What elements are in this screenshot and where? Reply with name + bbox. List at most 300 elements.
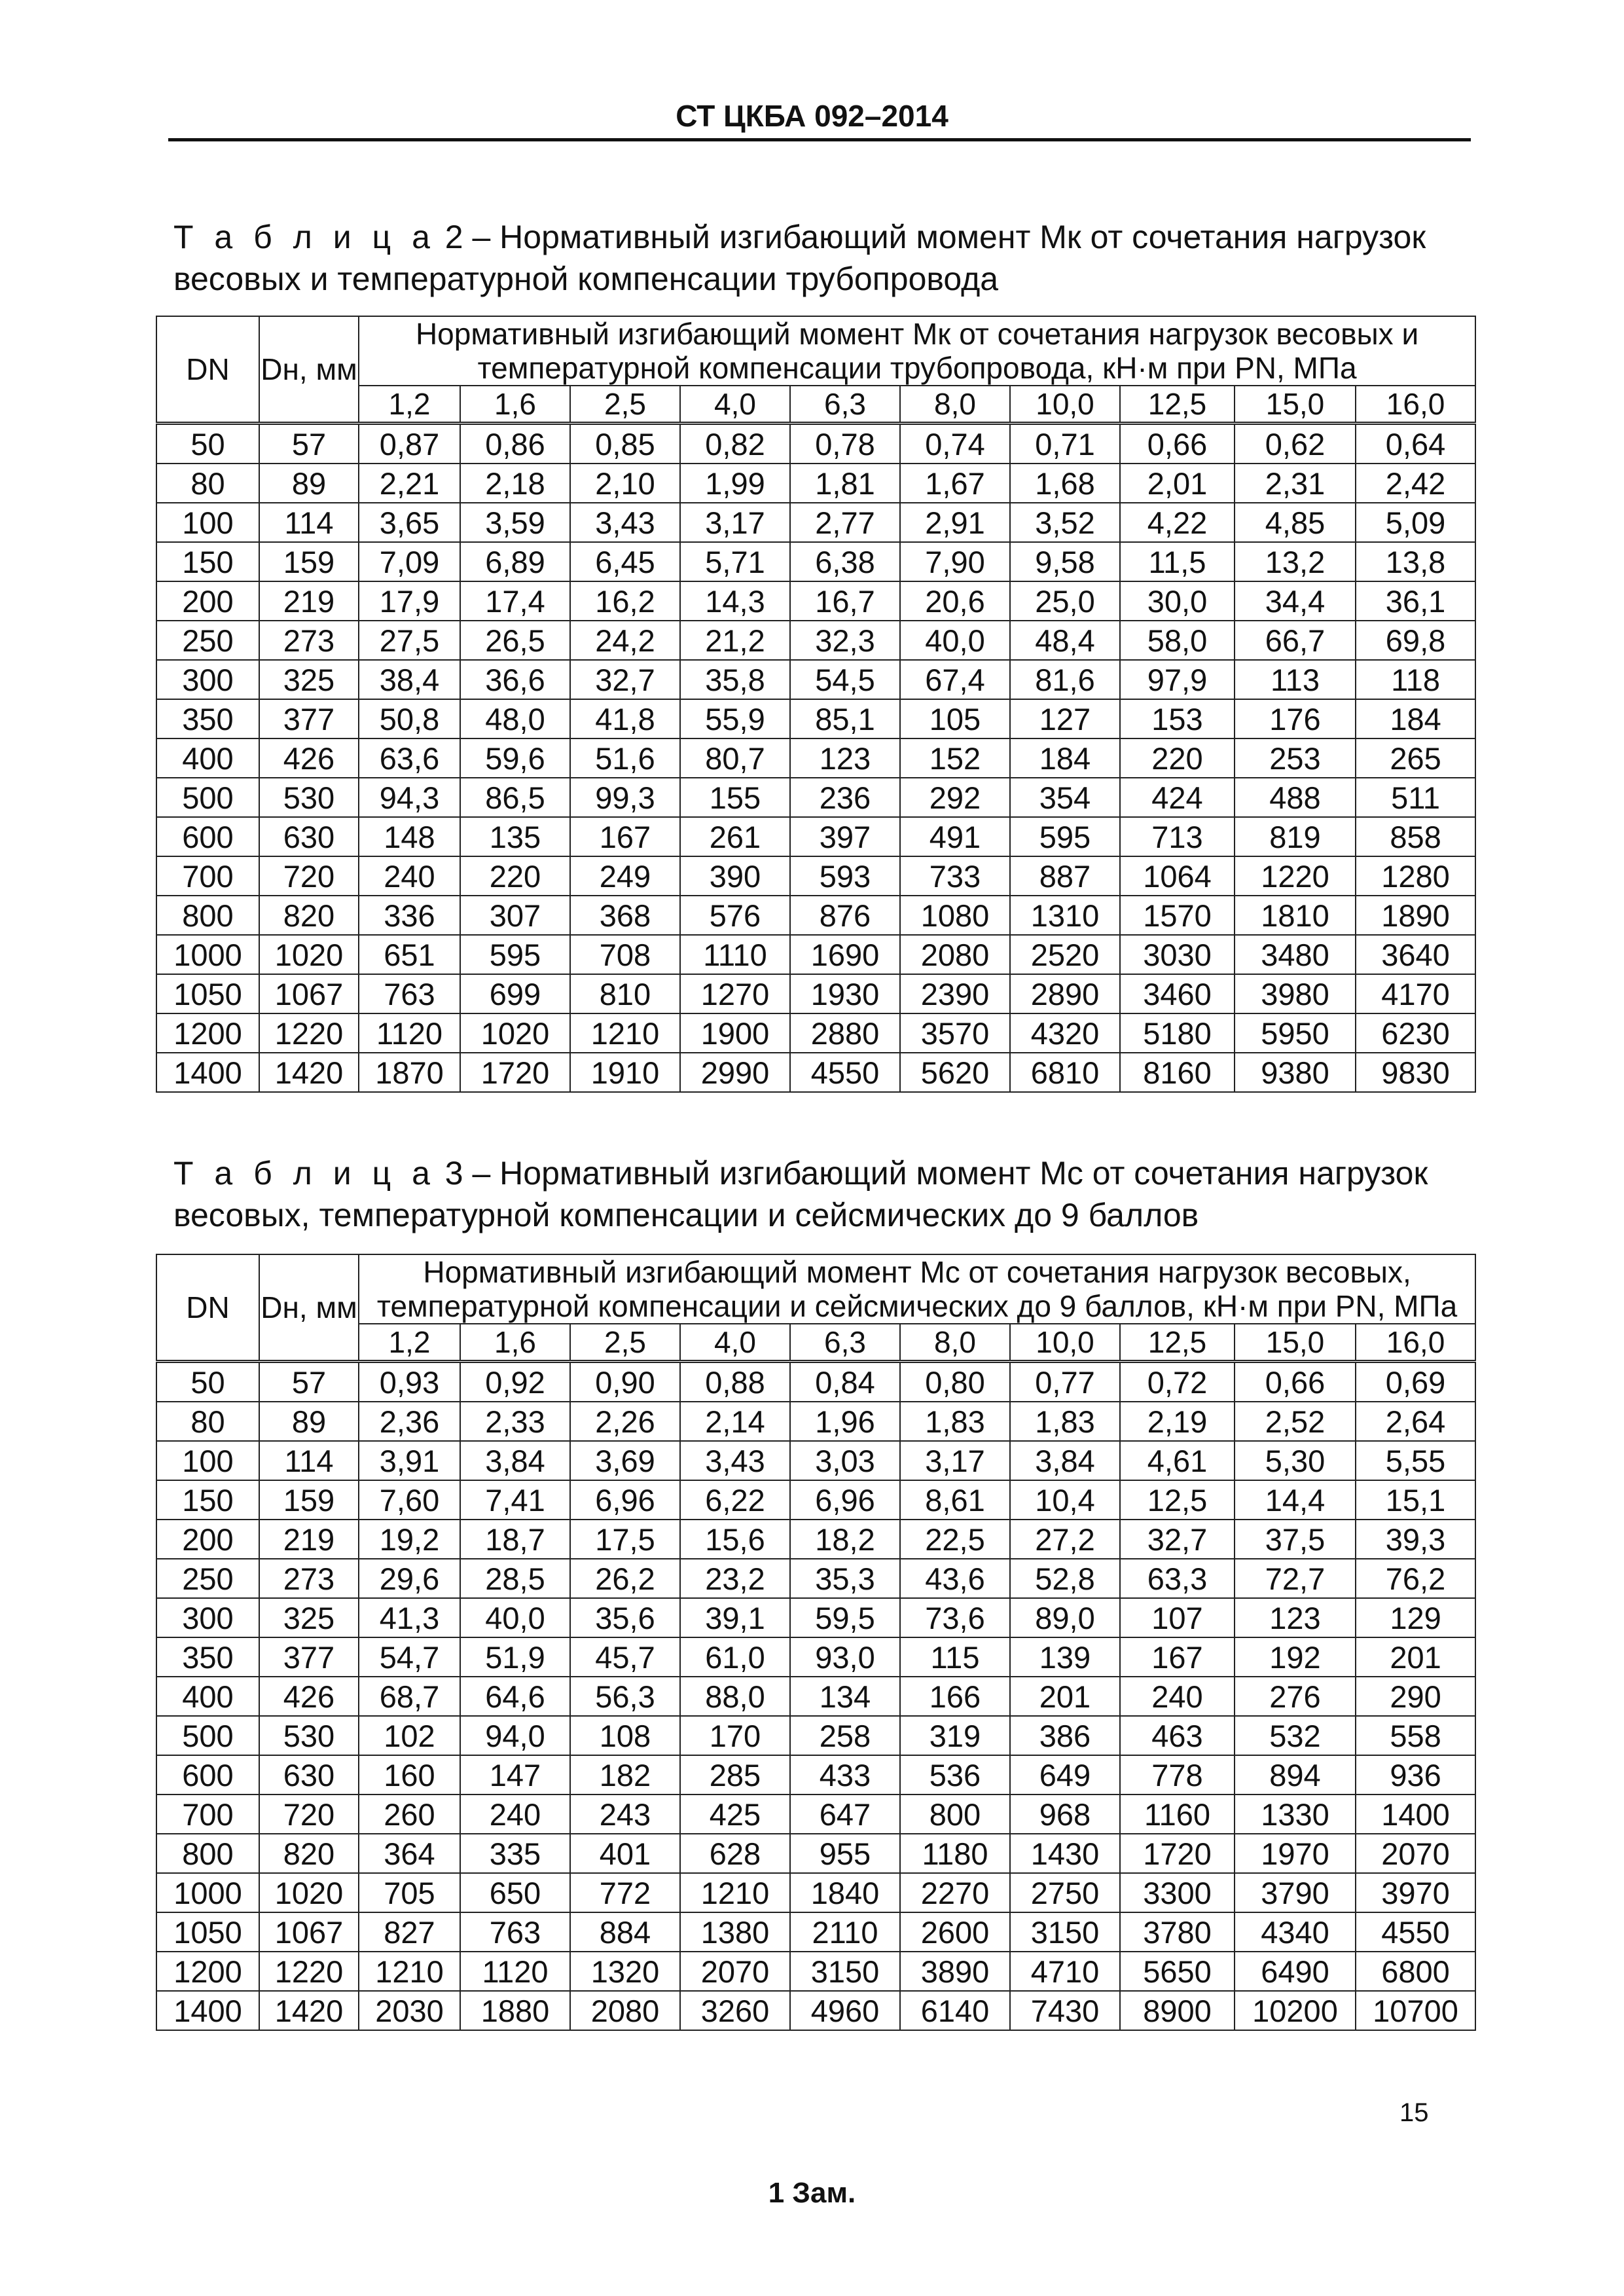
moment-cell: 7,09 — [359, 542, 460, 581]
moment-cell: 8900 — [1120, 1991, 1235, 2030]
moment-cell: 48,0 — [460, 699, 570, 738]
moment-cell: 85,1 — [790, 699, 900, 738]
moment-cell: 14,4 — [1235, 1480, 1356, 1520]
moment-cell: 5,30 — [1235, 1441, 1356, 1480]
moment-cell: 3570 — [900, 1013, 1010, 1053]
moment-cell: 3890 — [900, 1952, 1010, 1991]
moment-cell: 936 — [1356, 1755, 1475, 1795]
moment-cell: 336 — [359, 896, 460, 935]
moment-cell: 819 — [1235, 817, 1356, 856]
table3-group-header: Нормативный изгибающий момент Mс от сочетания нагрузок весовых, температурной компенсации и сейсмических до 9 баллов, кН·м при PN, МПа — [359, 1254, 1475, 1324]
pn-header-cell: 16,0 — [1356, 1324, 1475, 1362]
moment-cell: 94,3 — [359, 778, 460, 817]
moment-cell: 488 — [1235, 778, 1356, 817]
pn-header-cell: 1,6 — [460, 386, 570, 424]
moment-cell: 576 — [680, 896, 790, 935]
moment-cell: 86,5 — [460, 778, 570, 817]
table-row — [156, 1013, 1475, 1053]
moment-cell: 3150 — [1010, 1912, 1120, 1952]
moment-cell: 2880 — [790, 1013, 900, 1053]
moment-cell: 17,4 — [460, 581, 570, 621]
moment-cell: 41,3 — [359, 1598, 460, 1637]
moment-cell: 2750 — [1010, 1873, 1120, 1912]
dh-cell: 630 — [259, 1755, 359, 1795]
moment-cell: 1840 — [790, 1873, 900, 1912]
moment-cell: 36,6 — [460, 660, 570, 699]
moment-cell: 63,3 — [1120, 1559, 1235, 1598]
moment-cell: 1810 — [1235, 896, 1356, 935]
moment-cell: 532 — [1235, 1716, 1356, 1755]
pn-header-cell: 16,0 — [1356, 386, 1475, 424]
moment-cell: 201 — [1356, 1637, 1475, 1677]
dn-cell: 1050 — [156, 974, 259, 1013]
table2-caption-label: Т а б л и ц а — [173, 219, 436, 255]
moment-cell: 463 — [1120, 1716, 1235, 1755]
dn-cell: 100 — [156, 1441, 259, 1480]
dn-cell: 150 — [156, 542, 259, 581]
moment-cell: 27,5 — [359, 621, 460, 660]
moment-cell: 1930 — [790, 974, 900, 1013]
moment-cell: 1,83 — [900, 1402, 1010, 1441]
moment-cell: 10200 — [1235, 1991, 1356, 2030]
moment-cell: 2390 — [900, 974, 1010, 1013]
moment-cell: 3,43 — [680, 1441, 790, 1480]
moment-cell: 772 — [570, 1873, 680, 1912]
dh-cell: 325 — [259, 660, 359, 699]
table-row — [156, 974, 1475, 1013]
moment-cell: 17,5 — [570, 1520, 680, 1559]
dn-cell: 500 — [156, 778, 259, 817]
moment-cell: 97,9 — [1120, 660, 1235, 699]
pn-header-cell: 1,2 — [359, 1324, 460, 1362]
dn-cell: 700 — [156, 1795, 259, 1834]
pn-header-cell: 1,6 — [460, 1324, 570, 1362]
moment-cell: 4,85 — [1235, 503, 1356, 542]
dh-cell: 377 — [259, 699, 359, 738]
moment-cell: 705 — [359, 1873, 460, 1912]
moment-cell: 66,7 — [1235, 621, 1356, 660]
moment-cell: 21,2 — [680, 621, 790, 660]
moment-cell: 166 — [900, 1677, 1010, 1716]
moment-cell: 285 — [680, 1755, 790, 1795]
moment-cell: 2,36 — [359, 1402, 460, 1441]
moment-cell: 236 — [790, 778, 900, 817]
moment-cell: 3,59 — [460, 503, 570, 542]
moment-cell: 184 — [1356, 699, 1475, 738]
moment-cell: 153 — [1120, 699, 1235, 738]
moment-cell: 1020 — [460, 1013, 570, 1053]
moment-cell: 2,26 — [570, 1402, 680, 1441]
table-row — [156, 542, 1475, 581]
moment-cell: 4710 — [1010, 1952, 1120, 1991]
moment-cell: 10,4 — [1010, 1480, 1120, 1520]
moment-cell: 4340 — [1235, 1912, 1356, 1952]
moment-cell: 26,2 — [570, 1559, 680, 1598]
moment-cell: 5,55 — [1356, 1441, 1475, 1480]
moment-cell: 290 — [1356, 1677, 1475, 1716]
dh-cell: 1020 — [259, 1873, 359, 1912]
moment-cell: 20,6 — [900, 581, 1010, 621]
moment-cell: 2,10 — [570, 464, 680, 503]
header-rule — [168, 138, 1471, 141]
moment-cell: 35,3 — [790, 1559, 900, 1598]
moment-cell: 32,3 — [790, 621, 900, 660]
dh-cell: 820 — [259, 896, 359, 935]
moment-cell: 63,6 — [359, 738, 460, 778]
moment-cell: 2070 — [1356, 1834, 1475, 1873]
dn-cell: 1400 — [156, 1053, 259, 1092]
table-row — [156, 896, 1475, 935]
moment-cell: 68,7 — [359, 1677, 460, 1716]
moment-cell: 386 — [1010, 1716, 1120, 1755]
moment-cell: 3,17 — [900, 1441, 1010, 1480]
moment-cell: 0,66 — [1120, 424, 1235, 464]
moment-cell: 2,31 — [1235, 464, 1356, 503]
dh-cell: 426 — [259, 738, 359, 778]
moment-cell: 0,72 — [1120, 1362, 1235, 1402]
moment-cell: 3,43 — [570, 503, 680, 542]
moment-cell: 424 — [1120, 778, 1235, 817]
moment-cell: 8,61 — [900, 1480, 1010, 1520]
moment-cell: 115 — [900, 1637, 1010, 1677]
moment-cell: 1,83 — [1010, 1402, 1120, 1441]
moment-cell: 884 — [570, 1912, 680, 1952]
moment-cell: 3,65 — [359, 503, 460, 542]
dh-cell: 720 — [259, 1795, 359, 1834]
dn-cell: 400 — [156, 738, 259, 778]
table3-caption-label: Т а б л и ц а — [173, 1155, 436, 1192]
moment-cell: 243 — [570, 1795, 680, 1834]
moment-cell: 6,45 — [570, 542, 680, 581]
table-row — [156, 699, 1475, 738]
table-row — [156, 1559, 1475, 1598]
table-row — [156, 1912, 1475, 1952]
moment-cell: 113 — [1235, 660, 1356, 699]
moment-cell: 240 — [1120, 1677, 1235, 1716]
moment-cell: 64,6 — [460, 1677, 570, 1716]
moment-cell: 5620 — [900, 1053, 1010, 1092]
moment-cell: 593 — [790, 856, 900, 896]
pn-header-cell: 8,0 — [900, 386, 1010, 424]
moment-cell: 647 — [790, 1795, 900, 1834]
moment-cell: 1330 — [1235, 1795, 1356, 1834]
moment-cell: 1380 — [680, 1912, 790, 1952]
moment-cell: 249 — [570, 856, 680, 896]
moment-cell: 1270 — [680, 974, 790, 1013]
dh-cell: 426 — [259, 1677, 359, 1716]
moment-cell: 265 — [1356, 738, 1475, 778]
moment-cell: 4,22 — [1120, 503, 1235, 542]
moment-cell: 155 — [680, 778, 790, 817]
moment-cell: 93,0 — [790, 1637, 900, 1677]
moment-cell: 220 — [460, 856, 570, 896]
moment-cell: 129 — [1356, 1598, 1475, 1637]
moment-cell: 6,96 — [790, 1480, 900, 1520]
table3-col-dn: DN — [156, 1254, 259, 1362]
moment-cell: 2,01 — [1120, 464, 1235, 503]
moment-cell: 32,7 — [1120, 1520, 1235, 1559]
moment-cell: 778 — [1120, 1755, 1235, 1795]
pn-header-cell: 12,5 — [1120, 1324, 1235, 1362]
table-row — [156, 1053, 1475, 1092]
moment-cell: 0,90 — [570, 1362, 680, 1402]
moment-cell: 1220 — [1235, 856, 1356, 896]
moment-cell: 135 — [460, 817, 570, 856]
dn-cell: 300 — [156, 1598, 259, 1637]
moment-cell: 52,8 — [1010, 1559, 1120, 1598]
dh-cell: 630 — [259, 817, 359, 856]
moment-cell: 397 — [790, 817, 900, 856]
pn-header-cell: 4,0 — [680, 1324, 790, 1362]
moment-cell: 73,6 — [900, 1598, 1010, 1637]
moment-cell: 1280 — [1356, 856, 1475, 896]
table2 — [156, 316, 1476, 1093]
moment-cell: 261 — [680, 817, 790, 856]
moment-cell: 1570 — [1120, 896, 1235, 935]
moment-cell: 708 — [570, 935, 680, 974]
moment-cell: 0,82 — [680, 424, 790, 464]
dn-cell: 700 — [156, 856, 259, 896]
moment-cell: 876 — [790, 896, 900, 935]
moment-cell: 167 — [1120, 1637, 1235, 1677]
dh-cell: 1067 — [259, 974, 359, 1013]
moment-cell: 184 — [1010, 738, 1120, 778]
moment-cell: 800 — [900, 1795, 1010, 1834]
moment-cell: 2,33 — [460, 1402, 570, 1441]
moment-cell: 368 — [570, 896, 680, 935]
table-row — [156, 1834, 1475, 1873]
moment-cell: 123 — [1235, 1598, 1356, 1637]
moment-cell: 1690 — [790, 935, 900, 974]
moment-cell: 15,1 — [1356, 1480, 1475, 1520]
moment-cell: 887 — [1010, 856, 1120, 896]
moment-cell: 152 — [900, 738, 1010, 778]
moment-cell: 3150 — [790, 1952, 900, 1991]
table2-caption-text: 2 – Нормативный изгибающий момент Mк от сочетания нагрузок весовых и температурной компенсации трубопровода — [173, 219, 1426, 297]
moment-cell: 81,6 — [1010, 660, 1120, 699]
moment-cell: 17,9 — [359, 581, 460, 621]
table-row — [156, 621, 1475, 660]
dn-cell: 200 — [156, 1520, 259, 1559]
moment-cell: 6,38 — [790, 542, 900, 581]
moment-cell: 1210 — [570, 1013, 680, 1053]
moment-cell: 7430 — [1010, 1991, 1120, 2030]
moment-cell: 1080 — [900, 896, 1010, 935]
table-row — [156, 1480, 1475, 1520]
document-header: СТ ЦКБА 092–2014 — [676, 99, 948, 133]
moment-cell: 36,1 — [1356, 581, 1475, 621]
moment-cell: 9,58 — [1010, 542, 1120, 581]
moment-cell: 167 — [570, 817, 680, 856]
moment-cell: 25,0 — [1010, 581, 1120, 621]
moment-cell: 733 — [900, 856, 1010, 896]
moment-cell: 7,60 — [359, 1480, 460, 1520]
dh-cell: 89 — [259, 1402, 359, 1441]
table-row — [156, 1637, 1475, 1677]
moment-cell: 1180 — [900, 1834, 1010, 1873]
moment-cell: 0,62 — [1235, 424, 1356, 464]
moment-cell: 390 — [680, 856, 790, 896]
moment-cell: 0,69 — [1356, 1362, 1475, 1402]
moment-cell: 650 — [460, 1873, 570, 1912]
dn-cell: 400 — [156, 1677, 259, 1716]
moment-cell: 1720 — [1120, 1834, 1235, 1873]
moment-cell: 1320 — [570, 1952, 680, 1991]
moment-cell: 0,87 — [359, 424, 460, 464]
moment-cell: 69,8 — [1356, 621, 1475, 660]
moment-cell: 5650 — [1120, 1952, 1235, 1991]
moment-cell: 253 — [1235, 738, 1356, 778]
moment-cell: 713 — [1120, 817, 1235, 856]
moment-cell: 955 — [790, 1834, 900, 1873]
moment-cell: 425 — [680, 1795, 790, 1834]
moment-cell: 5,71 — [680, 542, 790, 581]
moment-cell: 35,6 — [570, 1598, 680, 1637]
moment-cell: 699 — [460, 974, 570, 1013]
dn-cell: 350 — [156, 699, 259, 738]
moment-cell: 40,0 — [900, 621, 1010, 660]
moment-cell: 56,3 — [570, 1677, 680, 1716]
moment-cell: 2,42 — [1356, 464, 1475, 503]
moment-cell: 0,84 — [790, 1362, 900, 1402]
moment-cell: 50,8 — [359, 699, 460, 738]
dh-cell: 57 — [259, 424, 359, 464]
moment-cell: 258 — [790, 1716, 900, 1755]
moment-cell: 134 — [790, 1677, 900, 1716]
dn-cell: 300 — [156, 660, 259, 699]
moment-cell: 3,84 — [460, 1441, 570, 1480]
moment-cell: 18,7 — [460, 1520, 570, 1559]
table-row — [156, 1362, 1475, 1402]
moment-cell: 536 — [900, 1755, 1010, 1795]
moment-cell: 858 — [1356, 817, 1475, 856]
dh-cell: 1220 — [259, 1013, 359, 1053]
moment-cell: 3,69 — [570, 1441, 680, 1480]
table-row — [156, 1402, 1475, 1441]
pn-header-cell: 1,2 — [359, 386, 460, 424]
moment-cell: 1880 — [460, 1991, 570, 2030]
moment-cell: 1064 — [1120, 856, 1235, 896]
moment-cell: 491 — [900, 817, 1010, 856]
dh-cell: 530 — [259, 778, 359, 817]
moment-cell: 763 — [359, 974, 460, 1013]
moment-cell: 1120 — [359, 1013, 460, 1053]
moment-cell: 23,2 — [680, 1559, 790, 1598]
moment-cell: 558 — [1356, 1716, 1475, 1755]
dn-cell: 100 — [156, 503, 259, 542]
pn-header-cell: 15,0 — [1235, 386, 1356, 424]
moment-cell: 2270 — [900, 1873, 1010, 1912]
moment-cell: 3480 — [1235, 935, 1356, 974]
moment-cell: 19,2 — [359, 1520, 460, 1559]
moment-cell: 6,96 — [570, 1480, 680, 1520]
pn-header-cell: 12,5 — [1120, 386, 1235, 424]
page-number: 15 — [1399, 2098, 1429, 2127]
moment-cell: 1910 — [570, 1053, 680, 1092]
moment-cell: 118 — [1356, 660, 1475, 699]
moment-cell: 2520 — [1010, 935, 1120, 974]
moment-cell: 2600 — [900, 1912, 1010, 1952]
moment-cell: 6,89 — [460, 542, 570, 581]
moment-cell: 1,68 — [1010, 464, 1120, 503]
moment-cell: 6810 — [1010, 1053, 1120, 1092]
moment-cell: 595 — [1010, 817, 1120, 856]
moment-cell: 2,19 — [1120, 1402, 1235, 1441]
moment-cell: 3640 — [1356, 935, 1475, 974]
moment-cell: 0,71 — [1010, 424, 1120, 464]
moment-cell: 12,5 — [1120, 1480, 1235, 1520]
moment-cell: 4550 — [1356, 1912, 1475, 1952]
moment-cell: 32,7 — [570, 660, 680, 699]
dh-cell: 1420 — [259, 1053, 359, 1092]
moment-cell: 2,18 — [460, 464, 570, 503]
moment-cell: 37,5 — [1235, 1520, 1356, 1559]
moment-cell: 1210 — [680, 1873, 790, 1912]
moment-cell: 3,91 — [359, 1441, 460, 1480]
moment-cell: 0,77 — [1010, 1362, 1120, 1402]
table-row — [156, 424, 1475, 464]
moment-cell: 968 — [1010, 1795, 1120, 1834]
pn-header-cell: 2,5 — [570, 386, 680, 424]
moment-cell: 1120 — [460, 1952, 570, 1991]
moment-cell: 5180 — [1120, 1013, 1235, 1053]
table-row — [156, 1873, 1475, 1912]
moment-cell: 15,6 — [680, 1520, 790, 1559]
moment-cell: 39,3 — [1356, 1520, 1475, 1559]
moment-cell: 220 — [1120, 738, 1235, 778]
dh-cell: 114 — [259, 503, 359, 542]
moment-cell: 1160 — [1120, 1795, 1235, 1834]
moment-cell: 30,0 — [1120, 581, 1235, 621]
dn-cell: 600 — [156, 817, 259, 856]
dh-cell: 530 — [259, 1716, 359, 1755]
moment-cell: 595 — [460, 935, 570, 974]
table2-group-header: Нормативный изгибающий момент Mк от сочетания нагрузок весовых и температурной компенсации трубопровода, кН·м при PN, МПа — [359, 316, 1475, 386]
moment-cell: 0,88 — [680, 1362, 790, 1402]
moment-cell: 94,0 — [460, 1716, 570, 1755]
moment-cell: 147 — [460, 1755, 570, 1795]
dn-cell: 350 — [156, 1637, 259, 1677]
moment-cell: 354 — [1010, 778, 1120, 817]
moment-cell: 3,52 — [1010, 503, 1120, 542]
moment-cell: 2080 — [570, 1991, 680, 2030]
moment-cell: 401 — [570, 1834, 680, 1873]
table-row — [156, 503, 1475, 542]
dh-cell: 720 — [259, 856, 359, 896]
moment-cell: 2990 — [680, 1053, 790, 1092]
dh-cell: 273 — [259, 1559, 359, 1598]
moment-cell: 2,14 — [680, 1402, 790, 1441]
dn-cell: 80 — [156, 464, 259, 503]
moment-cell: 28,5 — [460, 1559, 570, 1598]
moment-cell: 55,9 — [680, 699, 790, 738]
dh-cell: 325 — [259, 1598, 359, 1637]
pn-header-cell: 6,3 — [790, 1324, 900, 1362]
dn-cell: 600 — [156, 1755, 259, 1795]
moment-cell: 201 — [1010, 1677, 1120, 1716]
moment-cell: 38,4 — [359, 660, 460, 699]
moment-cell: 2,52 — [1235, 1402, 1356, 1441]
dn-cell: 1050 — [156, 1912, 259, 1952]
moment-cell: 182 — [570, 1755, 680, 1795]
dh-cell: 1067 — [259, 1912, 359, 1952]
footer-note: 1 Зам. — [768, 2177, 856, 2209]
moment-cell: 59,5 — [790, 1598, 900, 1637]
moment-cell: 1720 — [460, 1053, 570, 1092]
moment-cell: 1900 — [680, 1013, 790, 1053]
moment-cell: 1970 — [1235, 1834, 1356, 1873]
dh-cell: 219 — [259, 1520, 359, 1559]
